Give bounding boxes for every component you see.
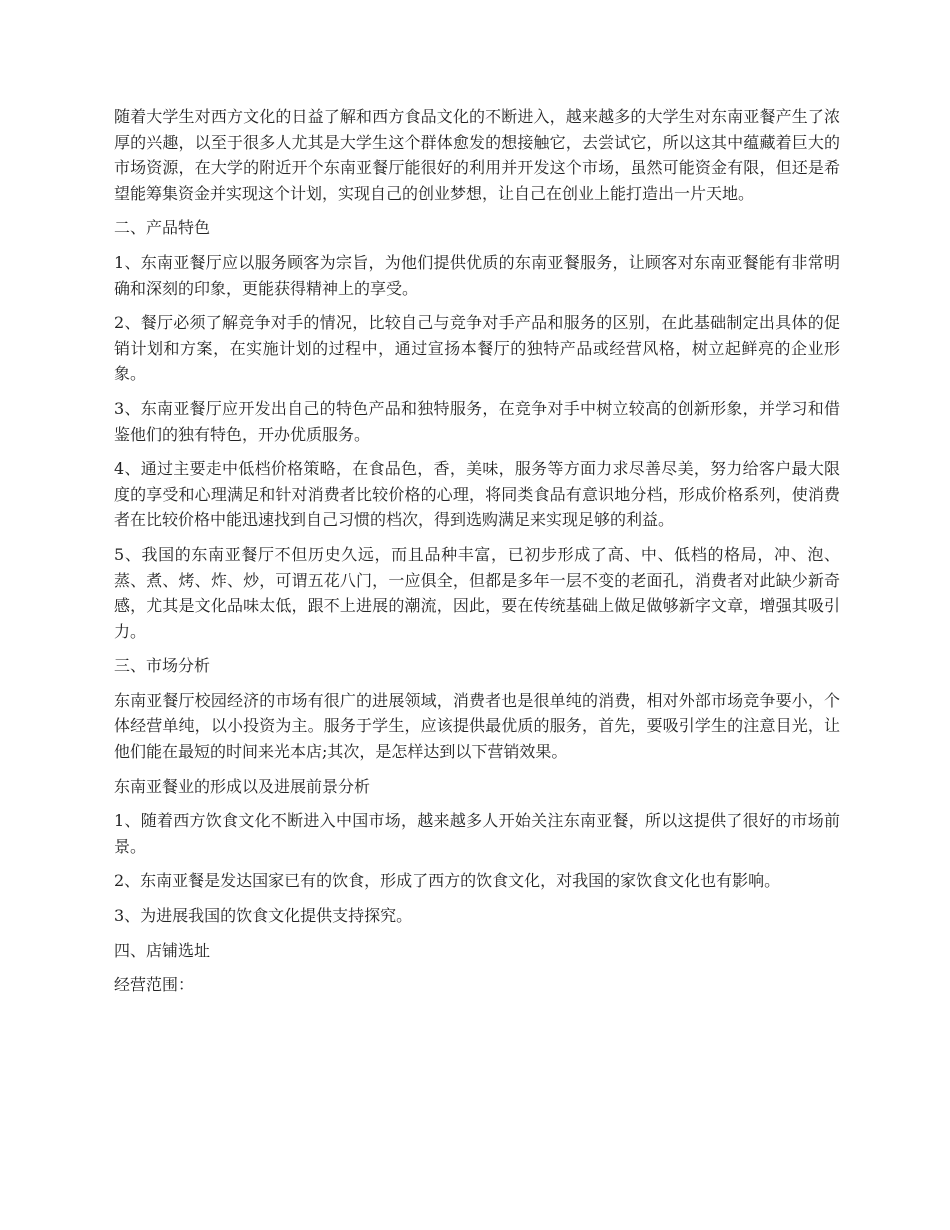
document-page	[114, 104, 840, 1007]
subheading-industry-outlook: 东南亚餐业的形成以及进展前景分析	[114, 776, 371, 796]
section-heading-store-location: 四、店铺选址	[114, 940, 211, 960]
paragraph-outlook-2: 2、东南亚餐是发达国家已有的饮食，形成了西方的饮食文化，对我国的家饮食文化也有影响。	[114, 871, 781, 891]
section-heading-product-features: 二、产品特色	[114, 218, 211, 238]
paragraph-product-feature-2: 2、餐厅必须了解竞争对手的情况，比较自己与竞争对手产品和服务的区别，在此基础制定出具体的促销计划和方案，在实施计划的过程中，通过宣扬本餐厅的独特产品或经营风格，树立起鲜亮的企业形象。	[114, 313, 840, 384]
paragraph-product-feature-3: 3、东南亚餐厅应开发出自己的特色产品和独特服务，在竞争对手中树立较高的创新形象，并学习和借鉴他们的独有特色，开办优质服务。	[114, 398, 840, 444]
paragraph-market-analysis: 东南亚餐厅校园经济的市场有很广的进展领域，消费者也是很单纯的消费，相对外部市场竞争要小，个体经营单纯，以小投资为主。服务于学生，应该提供最优质的服务，首先，要吸引学生的注意目光，让他们能在最短的时间来光本店;其次，是怎样达到以下营销效果。	[114, 690, 840, 762]
paragraph-product-feature-5: 5、我国的东南亚餐厅不但历史久远，而且品种丰富，已初步形成了高、中、低档的格局，冲、泡、蒸、煮、烤、炸、炒，可谓五花八门，一应俱全，但都是多年一层不变的老面孔，消费者对此缺少新奇感，尤其是文化品味太低，跟不上进展的潮流，因此，要在传统基础上做足做够新字文章，增强其吸引力。	[114, 544, 840, 641]
paragraph-outlook-3: 3、为进展我国的饮食文化提供支持探究。	[114, 906, 413, 926]
paragraph-outlook-1: 1、随着西方饮食文化不断进入中国市场，越来越多人开始关注东南亚餐，所以这提供了很好的市场前景。	[114, 811, 840, 856]
paragraph-business-scope: 经营范围：	[114, 975, 195, 995]
paragraph-product-feature-1: 1、东南亚餐厅应以服务顾客为宗旨，为他们提供优质的东南亚餐服务，让顾客对东南亚餐能有非常明确和深刻的印象，更能获得精神上的享受。	[114, 252, 840, 298]
paragraph-product-feature-4: 4、通过主要走中低档价格策略，在食品色，香，美味，服务等方面力求尽善尽美，努力给客户最大限度的享受和心理满足和针对消费者比较价格的心理，将同类食品有意识地分档，形成价格系列，使消费者在比较价格中能迅速找到自己习惯的档次，得到选购满足来实现足够的利益。	[114, 459, 840, 530]
section-heading-market-analysis: 三、市场分析	[114, 656, 211, 676]
intro-paragraph: 随着大学生对西方文化的日益了解和西方食品文化的不断进入，越来越多的大学生对东南亚餐产生了浓厚的兴趣，以至于很多人尤其是大学生这个群体愈发的想接触它，去尝试它，所以这其中蕴藏着巨大的市场资源，在大学的附近开个东南亚餐厅能很好的利用并开发这个市场，虽然可能资金有限，但还是希望能筹集资金并实现这个计划，实现自己的创业梦想，让自己在创业上能打造出一片天地。	[114, 107, 840, 203]
